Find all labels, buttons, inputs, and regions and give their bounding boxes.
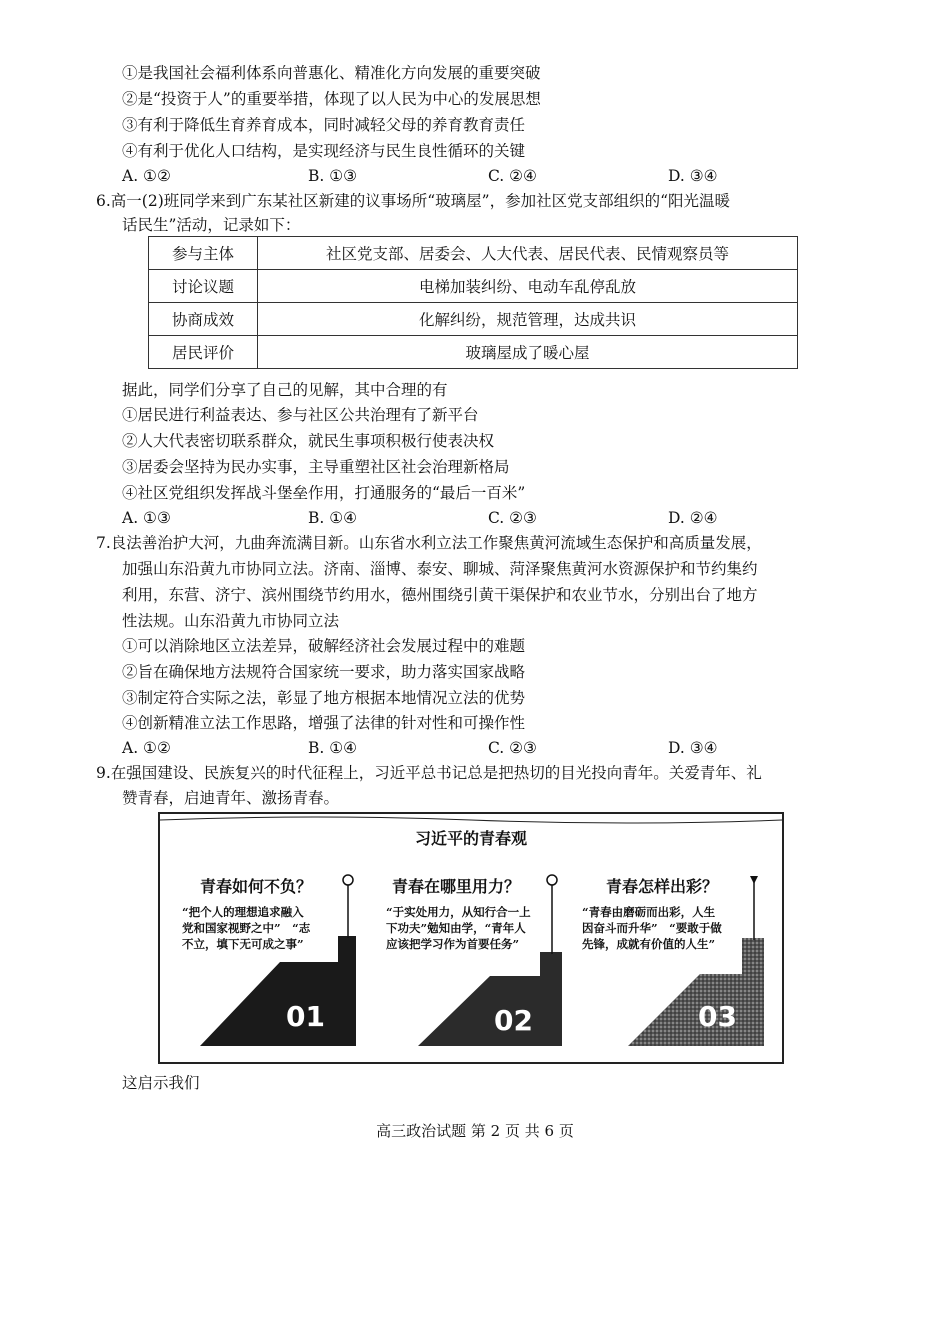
q6-item-4: ④社区党组织发挥战斗堡垒作用，打通服务的“最后一百米” <box>122 484 526 502</box>
table-value: 电梯加装纠纷、电动车乱停乱放 <box>258 270 798 303</box>
table-label: 参与主体 <box>149 237 258 270</box>
table-label: 居民评价 <box>149 336 258 369</box>
figure-title: 习近平的青春观 <box>414 829 527 848</box>
panel-2-line: “于实处用力，从知行合一上 <box>386 905 531 919</box>
q7-item-3: ③制定符合实际之法，彰显了地方根据本地情况立法的优势 <box>122 689 526 707</box>
q9-prompt: 这启示我们 <box>122 1074 200 1092</box>
q5-option-b: B. ①③ <box>308 167 358 185</box>
q6-item-3: ③居委会坚持为民办实事，主导重塑社区社会治理新格局 <box>122 458 510 476</box>
q6-item-2: ②人大代表密切联系群众，就民生事项积极行使表决权 <box>122 432 495 450</box>
q5-item-2: ②是“投资于人”的重要举措，体现了以人民为中心的发展思想 <box>122 90 541 108</box>
q7-stem-line-1: 7.良法善治护大河，九曲奔流满目新。山东省水利立法工作聚焦黄河流域生态保护和高质量发展， <box>96 534 762 552</box>
q7-stem-line-4: 性法规。山东沿黄九市协同立法 <box>122 612 340 630</box>
q6-record-table <box>148 236 798 369</box>
panel-1-heading: 青春如何不负？ <box>200 877 313 896</box>
panel-3-line: 先锋，成就有价值的人生” <box>582 937 716 951</box>
q7-option-c: C. ②③ <box>488 739 537 757</box>
panel-1-text <box>182 904 310 952</box>
q6-option-a: A. ①③ <box>122 509 171 527</box>
panel-3-heading: 青春怎样出彩？ <box>606 877 719 896</box>
table-row <box>149 303 798 336</box>
q9-stem-line-2: 赞青春，启迪青年、激扬青春。 <box>122 789 340 807</box>
table-row <box>149 336 798 369</box>
panel-1-line: 党和国家视野之中” “志 <box>182 921 311 935</box>
table-value: 玻璃屋成了暖心屋 <box>258 336 798 369</box>
q5-item-4: ④有利于优化人口结构，是实现经济与民生良性循环的关键 <box>122 142 526 160</box>
panel-2-text <box>386 904 531 952</box>
q7-option-b: B. ①④ <box>308 739 358 757</box>
panel-1-number: 01 <box>286 1000 325 1033</box>
q7-item-2: ②旨在确保地方法规符合国家统一要求，助力落实国家战略 <box>122 663 526 681</box>
youth-view-figure <box>158 812 784 1064</box>
marker-icon-2 <box>547 875 557 885</box>
step-arrow-2 <box>418 952 562 1046</box>
panel-3-line: “青春由磨砺而出彩，人生 <box>582 905 716 919</box>
panel-1-line: “把个人的理想追求融入 <box>182 905 304 919</box>
q6-stem-line-1: 6.高一(2)班同学来到广东某社区新建的议事场所“玻璃屋”，参加社区党支部组织的“阳光温暖 <box>96 192 731 210</box>
step-arrow-1 <box>200 936 356 1046</box>
panel-2-line: 下功夫”勉知由学，“青年人 <box>386 921 526 935</box>
q6-option-b: B. ①④ <box>308 509 358 527</box>
q7-stem-line-2: 加强山东沿黄九市协同立法。济南、淄博、泰安、聊城、菏泽聚焦黄河水资源保护和节约集约 <box>122 560 758 578</box>
q5-option-d: D. ③④ <box>668 167 718 185</box>
q6-item-1: ①居民进行利益表达、参与社区公共治理有了新平台 <box>122 406 479 424</box>
table-value: 社区党支部、居委会、人大代表、居民代表、民情观察员等 <box>258 237 798 270</box>
panel-2-heading: 青春在哪里用力？ <box>392 877 521 896</box>
table-label: 讨论议题 <box>149 270 258 303</box>
table-row <box>149 270 798 303</box>
q7-option-d: D. ③④ <box>668 739 718 757</box>
q5-item-1: ①是我国社会福利体系向普惠化、精准化方向发展的重要突破 <box>122 64 541 82</box>
panel-2-line: 应该把学习作为首要任务” <box>386 937 520 951</box>
q5-item-3: ③有利于降低生育养育成本，同时减轻父母的养育教育责任 <box>122 116 526 134</box>
table-row <box>149 237 798 270</box>
panel-2-number: 02 <box>494 1004 533 1037</box>
marker-icon-1 <box>343 875 353 885</box>
q6-option-d: D. ②④ <box>668 509 718 527</box>
step-arrow-3 <box>628 938 764 1046</box>
panel-3-text <box>582 904 722 952</box>
q7-option-a: A. ①② <box>122 739 171 757</box>
panel-3-number: 03 <box>698 1000 737 1033</box>
table-value: 化解纠纷，规范管理，达成共识 <box>258 303 798 336</box>
q5-option-a: A. ①② <box>122 167 171 185</box>
q6-option-c: C. ②③ <box>488 509 537 527</box>
q9-stem-line-1: 9.在强国建设、民族复兴的时代征程上，习近平总书记总是把热切的目光投向青年。关爱青年、礼 <box>96 764 762 782</box>
table-label: 协商成效 <box>149 303 258 336</box>
marker-icon-3 <box>750 876 758 884</box>
q6-lead: 据此，同学们分享了自己的见解，其中合理的有 <box>122 381 448 399</box>
q7-item-1: ①可以消除地区立法差异，破解经济社会发展过程中的难题 <box>122 637 526 655</box>
q5-option-c: C. ②④ <box>488 167 537 185</box>
panel-1-line: 不立，填下无可成之事” <box>182 937 304 951</box>
q6-stem-line-2: 话民生”活动，记录如下： <box>122 216 301 234</box>
q7-item-4: ④创新精准立法工作思路，增强了法律的针对性和可操作性 <box>122 714 526 732</box>
page-footer: 高三政治试题 第 2 页 共 6 页 <box>376 1122 574 1140</box>
q7-stem-line-3: 利用，东营、济宁、滨州围绕节约用水，德州围绕引黄干渠保护和农业节水，分别出台了地方 <box>122 586 758 604</box>
panel-3-line: 因奋斗而升华” “要敢于做 <box>582 921 722 935</box>
